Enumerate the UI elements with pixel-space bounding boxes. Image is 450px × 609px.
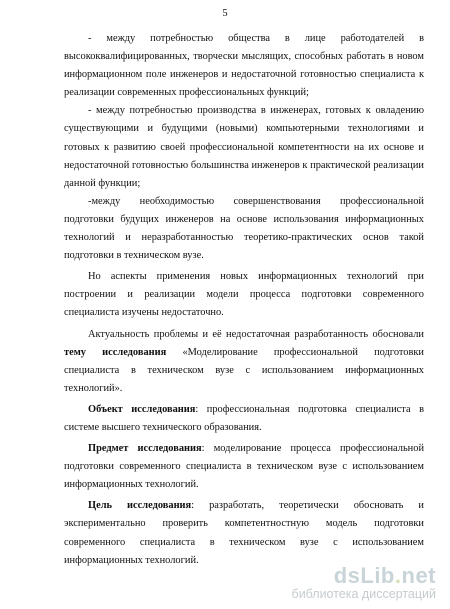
paragraph-goal — [64, 497, 424, 569]
goal-text: : разработать, теоретически обосновать и экспериментально проверить компетентностную модель подготовки современного специалиста в техническом вузе с использованием информационных технологий. — [64, 500, 424, 566]
watermark-logo — [292, 563, 436, 589]
document-body — [64, 30, 424, 570]
object-text: : профессиональная подготовка специалиста в системе высшего технического образования. — [64, 403, 424, 433]
topic-intro: Актуальность проблемы и её недостаточная разработанность обосновали — [88, 328, 424, 340]
paragraph-aspects: Но аспекты применения новых информационных технологий при построении и реализации модели процесса подготовки современного специалиста изучены недостаточно. — [64, 271, 424, 319]
topic-text: «Моделирование профессиональной подготовки специалиста в техническом вузе с использованием информационных технологий». — [64, 346, 424, 394]
paragraph-contradiction-2: - между потребностью производства в инженерах, готовых к овладению существующими и будущими (новыми) компьютерными технологиями и готовых к развитию своей профессиональной компетентности на их основе и недостаточной готовностью большинства инженеров к практической реализации данной функции; — [64, 105, 424, 189]
watermark-logo-tld: net — [401, 563, 436, 588]
watermark — [292, 563, 436, 601]
topic-heading: тему исследования — [64, 346, 167, 358]
paragraph-contradiction-3: -между необходимостью совершенствования профессиональной подготовки будущих инженеров на основе использования информационных технологий и неразработанностью теоретико-практических основ такой подготовки в техническом вузе. — [64, 195, 424, 262]
paragraph-topic — [64, 326, 424, 398]
page-number: 5 — [222, 8, 228, 19]
goal-heading: Цель исследования — [88, 500, 192, 512]
subject-heading: Предмет исследования — [88, 443, 202, 455]
paragraph-subject — [64, 440, 424, 494]
watermark-caption: библиотека диссертаций — [291, 587, 436, 601]
object-heading: Объект исследования — [88, 403, 196, 415]
paragraph-object — [64, 401, 424, 437]
watermark-logo-name: dsLib — [333, 563, 395, 588]
watermark-logo-dot: . — [394, 563, 402, 588]
subject-text: : моделирование процесса профессиональной подготовки современного специалиста в техническом вузе с использованием информационных технологий. — [64, 443, 425, 491]
paragraph-contradiction-1: - между потребностью общества в лице работодателей в высококвалифицированных, творчески мыслящих, способных работать в новом информационном поле инженеров и недостаточной готовностью специалиста к реализации современных профессиональных функций; — [64, 33, 424, 99]
